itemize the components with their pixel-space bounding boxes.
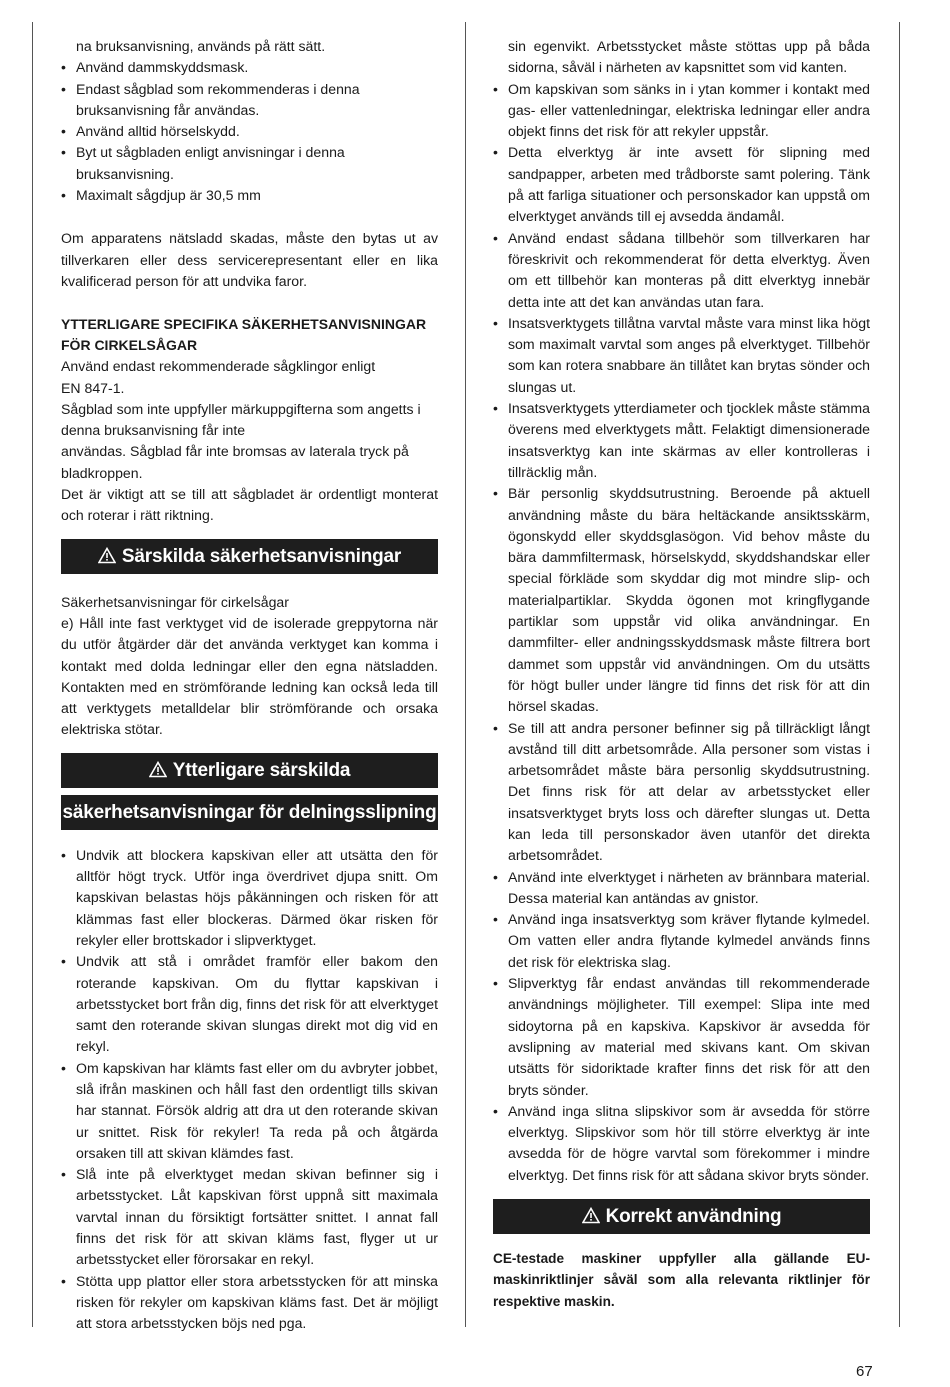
column-rule-right [899,22,900,1327]
list-item: • Undvik att blockera kapskivan eller att utsätta den för alltför högt tryck. Utför inga överdrivet djupa snitt. Om kapskivan belastas höjs påkänningen och risken för att klämmas fast eller blockeras. Därmed ökar risken för rekyler eller brottskador i slipverktyget. [61,845,438,951]
list-item: • Maximalt sågdjup är 30,5 mm [61,185,438,206]
circular-saw-line: användas. Sågblad får inte bromsas av laterala tryck på bladkroppen. [61,443,409,481]
special-safety-paragraph: e) Håll inte fast verktyget vid de isolerade greppytorna när du utför åtgärder där det använda verktyget kan komma i kontakt med dolda ledningar eller den egna nätsladden. Kontakten med en strömförande ledning kan också leda till att verktygets metalldelar blir strömförande och orsaka elektriska stötar. [61,614,438,738]
list-item: • Stötta upp plattor eller stora arbetsstycken för att minska risken för rekyler om kapskivan kläms fast. Det är möjligt att stora arbetsstycken böjs ned pga. [61,1271,438,1335]
cutoff-heading-line-1: Ytterligare särskilda [61,753,438,788]
list-item: • Slipverktyg får endast användas till rekommenderade användnings möjligheter. Till exempel: Slipa inte med sidoytorna på en kapskiva. Kapskivor är avsedda för avslipning av material med skivans kant. Om skivan utsätts för sidoriktade krafter finns det risk för att den bryts sönder. [493,973,870,1101]
top-bullet-list [61,36,438,206]
list-item: • Endast sågblad som rekommenderas i denna bruksanvisning får användas. [61,79,438,122]
list-item: • Se till att andra personer befinner sig på tillräckligt långt avstånd till ditt arbetsområde. Alla personer som vistas i arbetsområdet måste bära personlig skyddsutrustning. Det finns risk för att delar av arbetsstycket eller insatsverktyget bryts loss och därefter slungas ut. Detta kan leda till personskador även utanför det direkta arbetsområdet. [493,718,870,867]
list-item: • Om kapskivan har klämts fast eller om du avbryter jobbet, slå ifrån maskinen och håll fast den ordentligt tills skivan har stannat. Försök aldrig att dra ut den roterande skivan ur snittet. Risk för rekyler! Ta reda på och åtgärda orsaken till att skivan klämdes fast. [61,1058,438,1164]
list-item: • Använd endast sådana tillbehör som tillverkaren har föreskrivit och rekommenderat för detta elverktyg. Även om ett tillbehör kan monteras på ditt elverktyg innebär detta inte att det kan användas utan fara. [493,228,870,313]
list-item: • Använd inga slitna slipskivor som är avsedda för större elverktyg. Slipskivor som hör till större elverktyg är inte avsedda för de högre varvtal som förekommer i mindre elverktyg. Det finns risk för att sådana skivor bryts sönder. [493,1101,870,1186]
right-bullet-list [493,79,870,1186]
circular-saw-line: Använd endast rekommenderade sågklingor enligt [61,358,376,375]
right-column [493,36,870,1312]
list-item: • Använd dammskyddsmask. [61,57,438,78]
cutoff-heading-line-2: säkerhetsanvisningar för delningsslipning [61,795,438,830]
page-number: 67 [856,1363,873,1380]
column-rule-middle [465,22,466,1327]
correct-use-text: CE-testade maskiner uppfyller alla gällande EU-maskinriktlinjer såväl som alla relevanta riktlinjer för respektive maskin. [493,1251,870,1309]
continuation-paragraph: sin egenvikt. Arbetsstycket måste stöttas upp på båda sidorna, såväl i närheten av kapsnittet som vid kanten. [508,38,870,76]
list-item-continuation: na bruksanvisning, används på rätt sätt. [76,38,326,54]
special-safety-heading: Särskilda säkerhetsanvisningar [61,539,438,574]
list-item: • Bär personlig skyddsutrustning. Beroende på aktuell användning måste du bära heltäckande ansiktsskärm, ögonskydd eller skyddsglasögon. Vid behov måste du bära dammfiltermask, hörselskydd, skyddshandskar eller special förkläde som skyddar dig mot mindre slip- och materialpartiklar. Skydda ögonen mot kringflygande partiklar som uppstår vid olika användningar. En dammfilter- eller andningsskyddsmask måste filtrera bort dammet som uppstår vid användningen. Om du utsätts för högt buller under längre tid finns det risk för att din hörsel skadas. [493,483,870,717]
list-item: • Använd inte elverktyget i närheten av brännbara material. Dessa material kan antändas av gnistor. [493,867,870,910]
list-item: • Insatsverktygets tillåtna varvtal måste vara minst lika högt som maximalt varvtal som anges på elverktyget. Tillbehör som kan rotera snabbare än tillåtet kan brytas sönder och slungas ut. [493,313,870,398]
list-item: • Använd alltid hörselskydd. [61,121,438,142]
power-cord-paragraph: Om apparatens nätsladd skadas, måste den bytas ut av tillverkaren eller dess servicerepresentant eller en lika kvalificerad person för att undvika faror. [61,230,438,289]
list-item: • Insatsverktygets ytterdiameter och tjocklek måste stämma överens med elverktygets mått. Felaktigt dimensionerade insatsverktyg kan inte skärmas av eller kontrolleras i tillräcklig mån. [493,398,870,483]
warning-triangle-icon [149,761,167,778]
correct-use-heading: Korrekt användning [493,1199,870,1234]
cutoff-bullet-list [61,845,438,1335]
circular-saw-line: EN 847-1. [61,379,125,396]
list-item: • Om kapskivan som sänks in i ytan kommer i kontakt med gas- eller vattenledningar, elektriska ledningar eller andra objekt finns det risk för att rekyler uppstår. [493,79,870,143]
left-column [61,36,438,1335]
list-item: • Detta elverktyg är inte avsett för slipning med sandpapper, arbeten med trådborste samt polering. Tänk på att farliga situationer och personskador kan uppstå om elverktyget används till ej avsedda ändamål. [493,142,870,227]
circular-saw-line: Det är viktigt att se till att sågbladet är ordentligt monterat och roterar i rätt riktning. [61,486,438,524]
warning-triangle-icon [582,1207,600,1224]
list-item: • Använd inga insatsverktyg som kräver flytande kylmedel. Om vatten eller andra flytande kylmedel används finns det risk för elektriska slag. [493,909,870,973]
circular-saw-heading: YTTERLIGARE SPECIFIKA SÄKERHETSANVISNINGAR FÖR CIRKELSÅGAR [61,316,427,354]
special-safety-line: Säkerhetsanvisningar för cirkelsågar [61,593,289,610]
circular-saw-line: Sågblad som inte uppfyller märkuppgifterna som angetts i denna bruksanvisning får inte [61,400,421,439]
column-rule-left [32,22,33,1327]
list-item: • Slå inte på elverktyget medan skivan befinner sig i arbetsstycket. Låt kapskivan först uppnå sitt maximala varvtal innan du försiktigt fortsätter snittet. I annat fall finns det risk för att skivan kläms fast, flyger ut ur arbetsstycket eller förorsakar en rekyl. [61,1164,438,1270]
warning-triangle-icon [98,547,116,564]
list-item: • Undvik att stå i området framför eller bakom den roterande kapskivan. Om du flyttar kapskivan i arbetsstycket bort från dig, finns det risk för att elverktyget samt den roterande skivan slungas direkt mot dig vid en rekyl. [61,951,438,1057]
list-item: • Byt ut sågbladen enligt anvisningar i denna bruksanvisning. [61,142,438,185]
